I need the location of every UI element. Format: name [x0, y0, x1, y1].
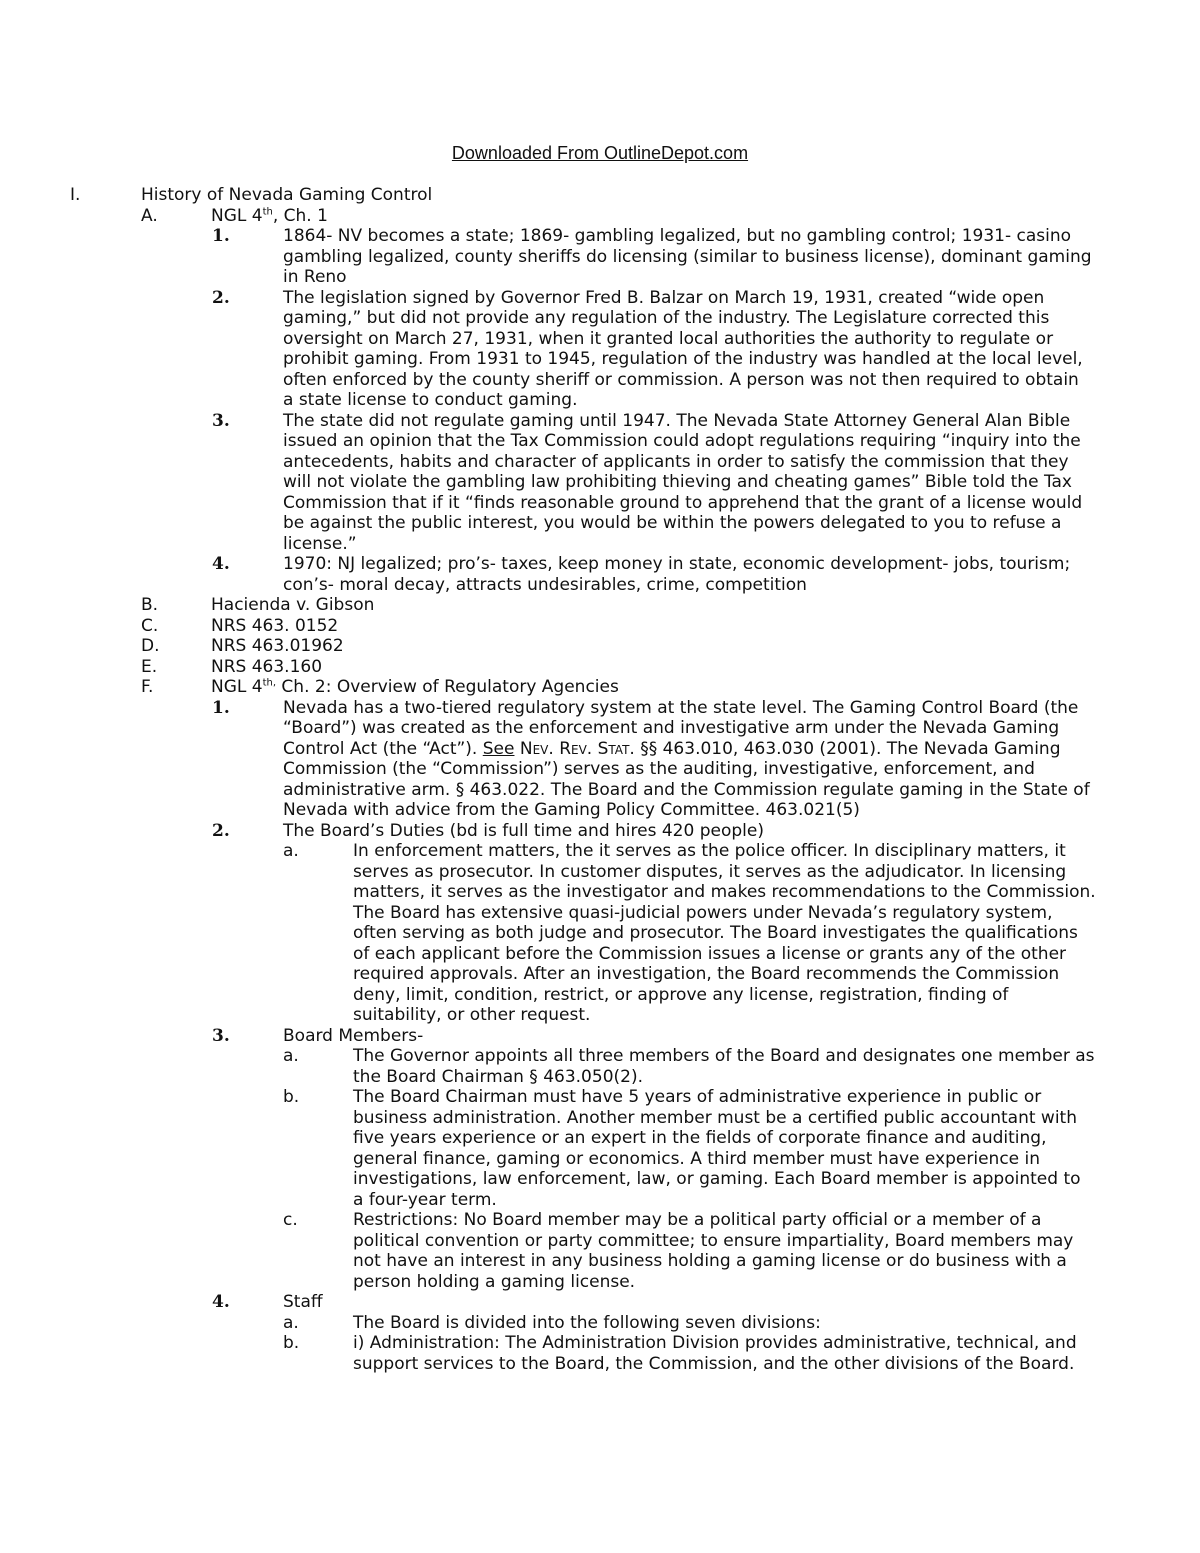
- item-text: The Board Chairman must have 5 years of administrative experience in public or business administration. Another member must be a certified public accountant with five years experience or an expert in the fields of corporate finance and auditing, general finance, gaming or economics. A third member must have experience in investigations, law enforcement, law, or gaming. Each Board member is appointed to a four-year term.: [353, 1087, 1081, 1210]
- item-text: The state did not regulate gaming until 1947. The Nevada State Attorney General Alan Bible issued an opinion that the Tax Commission could adopt regulations requiring “inquiry into the antecedents, habits and character of applicants in order to satisfy the commission that they will not violate the gambling law prohibiting thieving and cheating games” Bible told the Tax Commission that if it “finds reasonable ground to apprehend that the grant of a license would be against the public interest, you would be within the powers delegated to you to refuse a license.”: [283, 410, 1083, 554]
- statute-citation: Nev. Rev. Stat.: [514, 738, 635, 759]
- item-text: NGL 4th, Ch. 1: [211, 205, 328, 226]
- outline: [0, 185, 1200, 1374]
- item-number: b.: [283, 1333, 300, 1353]
- item-number: 4.: [212, 554, 230, 574]
- item-number: F.: [141, 677, 154, 697]
- outline-item-f3c: [0, 1210, 1200, 1292]
- item-number: C.: [141, 615, 159, 636]
- item-text: Nevada has a two-tiered regulatory system at the state level. The Gaming Control Board (the “Board”) was created as the enforcement and investigative arm under the Nevada Gaming Control Act (the “Act”). See Nev. Rev. Stat. §§ 463.010, 463.030 (2001). The Nevada Gaming Commission (the “Commission”) serves as the auditing, investigative, enforcement, and administrative arm. § 463.022. The Board and the Commission regulate gaming in the State of Nevada with advice from the Gaming Policy Committee. 463.021(5): [283, 697, 1090, 820]
- outline-item-f4a: [0, 1313, 1200, 1334]
- outline-item-f3b: [0, 1087, 1200, 1210]
- outline-item-d: [0, 636, 1200, 657]
- outline-item-f4: [0, 1292, 1200, 1313]
- item-number: 2.: [212, 287, 230, 308]
- item-text: The Board’s Duties (bd is full time and hires 420 people): [283, 820, 764, 841]
- outline-item-f: [0, 677, 1200, 698]
- outline-item-f4b: [0, 1333, 1200, 1374]
- item-number: 4.: [212, 1292, 230, 1312]
- outline-item-f1: [0, 698, 1200, 821]
- outline-item-f2a: [0, 841, 1200, 1026]
- item-text: NRS 463.01962: [211, 636, 344, 656]
- item-text: Staff: [283, 1292, 323, 1312]
- item-number: 2.: [212, 820, 230, 841]
- item-text: 1970: NJ legalized; pro’s- taxes, keep money in state, economic development- jobs, tourism; con’s- moral decay, attracts undesirables, crime, competition: [283, 554, 1071, 595]
- item-number: A.: [141, 205, 158, 226]
- outline-item-f3a: [0, 1046, 1200, 1087]
- item-number: a.: [283, 1046, 299, 1066]
- outline-item-a2: [0, 288, 1200, 411]
- item-text: NRS 463.160: [211, 656, 323, 677]
- item-number: E.: [141, 656, 158, 677]
- outline-item-a: [0, 206, 1200, 227]
- outline-item-f2: [0, 821, 1200, 842]
- outline-item-e: [0, 657, 1200, 678]
- item-text: Board Members-: [283, 1025, 424, 1046]
- item-text: The Governor appoints all three members of the Board and designates one member as the Board Chairman § 463.050(2).: [353, 1046, 1095, 1087]
- item-number: a.: [283, 1312, 299, 1333]
- item-text: In enforcement matters, the it serves as the police officer. In disciplinary matters, it serves as prosecutor. In customer disputes, it serves as the adjudicator. In licensing matters, it serves as the investigator and makes recommendations to the Commission. The Board has extensive quasi-judicial powers under Nevada’s regulatory system, often serving as both judge and prosecutor. The Board investigates the qualifications of each applicant before the Commission issues a license or grants any of the other required approvals. After an investigation, the Board recommends the Commission deny, limit, condition, restrict, or approve any license, registration, finding of suitability, or other request.: [353, 841, 1096, 1025]
- item-number: 3.: [212, 1025, 230, 1046]
- item-number: 1.: [212, 226, 230, 246]
- item-text: Restrictions: No Board member may be a political party official or a member of a political convention or party committee; to ensure impartiality, Board members may not have an interest in any business holding a gaming license or do business with a person holding a gaming license.: [353, 1210, 1074, 1292]
- outline-item-i: [0, 185, 1200, 206]
- item-text: i) Administration: The Administration Division provides administrative, technical, and support services to the Board, the Commission, and the other divisions of the Board.: [353, 1333, 1077, 1374]
- item-text: History of Nevada Gaming Control: [141, 185, 433, 205]
- item-text: NRS 463. 0152: [211, 615, 339, 636]
- outline-item-b: [0, 595, 1200, 616]
- item-number: 3.: [212, 410, 230, 431]
- outline-item-c: [0, 616, 1200, 637]
- item-number: b.: [283, 1087, 300, 1107]
- outline-item-a1: [0, 226, 1200, 288]
- outline-item-a3: [0, 411, 1200, 555]
- item-number: B.: [141, 595, 159, 615]
- item-number: I.: [70, 185, 81, 205]
- page-header-link[interactable]: Downloaded From OutlineDepot.com: [451, 143, 749, 163]
- outline-item-a4: [0, 554, 1200, 595]
- item-text: The legislation signed by Governor Fred B. Balzar on March 19, 1931, created “wide open gaming,” but did not provide any regulation of the industry. The Legislature corrected this oversight on March 27, 1931, when it granted local authorities the authority to regulate or prohibit gaming. From 1931 to 1945, regulation of the industry was handled at the local level, often enforced by the county sheriff or commission. A person was not then required to obtain a state license to conduct gaming.: [283, 287, 1083, 410]
- item-number: 1.: [212, 697, 230, 718]
- item-text: The Board is divided into the following seven divisions:: [353, 1312, 821, 1333]
- item-number: D.: [141, 636, 160, 656]
- item-text: 1864- NV becomes a state; 1869- gambling legalized, but no gambling control; 1931- casino gambling legalized, county sheriffs do licensing (similar to business license), dominant gaming in Reno: [283, 226, 1092, 287]
- item-number: c.: [283, 1210, 298, 1230]
- item-text: Hacienda v. Gibson: [211, 595, 375, 615]
- item-number: a.: [283, 841, 299, 861]
- outline-item-f3: [0, 1026, 1200, 1047]
- see-signal: See: [482, 738, 515, 759]
- item-text: NGL $4^{th,}$ Ch. 2: Overview of Regulatory Agencies: [211, 677, 619, 697]
